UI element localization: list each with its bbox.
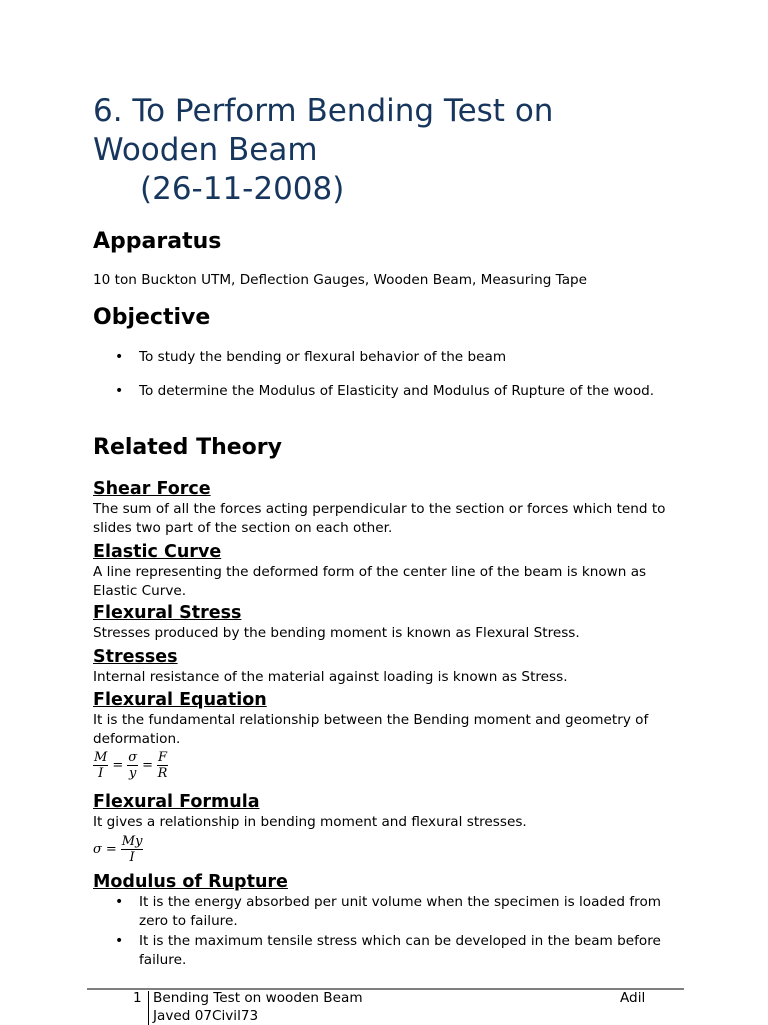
fraction-f-over-r: $\frac{F}{R}$ — [157, 750, 168, 781]
fraction-my-over-i: $\frac{My}{I}$ — [121, 834, 143, 865]
objective-heading: Objective — [93, 305, 211, 330]
list-item: • It is the maximum tensile stress which can be developed in the beam before failure. — [93, 932, 678, 970]
flexural-equation-heading: Flexural Equation — [93, 690, 267, 710]
flexural-formula-section — [93, 791, 678, 865]
stresses-heading: Stresses — [93, 647, 178, 667]
title-date: (26-11-2008) — [140, 171, 345, 207]
apparatus-heading: Apparatus — [93, 229, 222, 254]
shear-force-heading: Shear Force — [93, 479, 211, 499]
fraction-sigma-over-y: $\frac{\sigma}{y}$ — [128, 750, 138, 781]
objective-list — [93, 348, 678, 401]
flexural-stress-text: Stresses produced by the bending moment is known as Flexural Stress. — [93, 625, 580, 641]
list-item: • To determine the Modulus of Elasticity and Modulus of Rupture of the wood. — [93, 382, 678, 401]
flexural-formula-heading: Flexural Formula — [93, 792, 260, 812]
elastic-curve-section — [93, 541, 678, 601]
footer-text — [153, 990, 653, 1025]
stresses-text: Internal resistance of the material against loading is known as Stress. — [93, 669, 568, 685]
flexural-equation: $\frac{M}{I}$ = $\frac{\sigma}{y}$ = $\frac{F}{R}$ — [94, 750, 168, 781]
footer-author-line: Javed 07Civil73 — [153, 1007, 259, 1024]
flexural-equation-section — [93, 689, 678, 781]
related-theory-heading: Related Theory — [93, 435, 282, 460]
title-line-2: Wooden Beam — [93, 132, 318, 168]
footer-author-first: Adil — [620, 990, 646, 1006]
list-item: • To study the bending or flexural behavior of the beam — [93, 348, 678, 367]
flexural-stress-section — [93, 602, 678, 643]
flexural-formula: σ = $\frac{My}{I}$ — [93, 834, 143, 865]
list-item: • It is the energy absorbed per unit volume when the specimen is loaded from zero to failure. — [93, 893, 678, 931]
elastic-curve-heading: Elastic Curve — [93, 542, 222, 562]
flexural-stress-heading: Flexural Stress — [93, 603, 242, 623]
elastic-curve-text: A line representing the deformed form of the center line of the beam is known as Elastic Curve. — [93, 564, 647, 599]
shear-force-text: The sum of all the forces acting perpendicular to the section or forces which tend to slides two part of the section on each other. — [93, 501, 666, 536]
fraction-m-over-i: $\frac{M}{I}$ — [94, 750, 108, 781]
page-title — [93, 92, 678, 209]
title-line-1: 6. To Perform Bending Test on — [93, 93, 554, 129]
apparatus-text: 10 ton Buckton UTM, Deflection Gauges, Wooden Beam, Measuring Tape — [93, 272, 588, 288]
flexural-formula-text: It gives a relationship in bending moment and flexural stresses. — [93, 814, 527, 830]
stresses-section — [93, 646, 678, 687]
page-number: 1 — [133, 990, 142, 1006]
footer-separator — [148, 991, 149, 1025]
flexural-equation-text: It is the fundamental relationship between the Bending moment and geometry of deformation. — [93, 712, 649, 747]
footer-title: Bending Test on wooden Beam — [153, 990, 363, 1006]
modulus-of-rupture-heading: Modulus of Rupture — [93, 872, 288, 892]
modulus-of-rupture-section — [93, 871, 678, 970]
modulus-of-rupture-list — [93, 893, 678, 970]
shear-force-section — [93, 478, 678, 538]
